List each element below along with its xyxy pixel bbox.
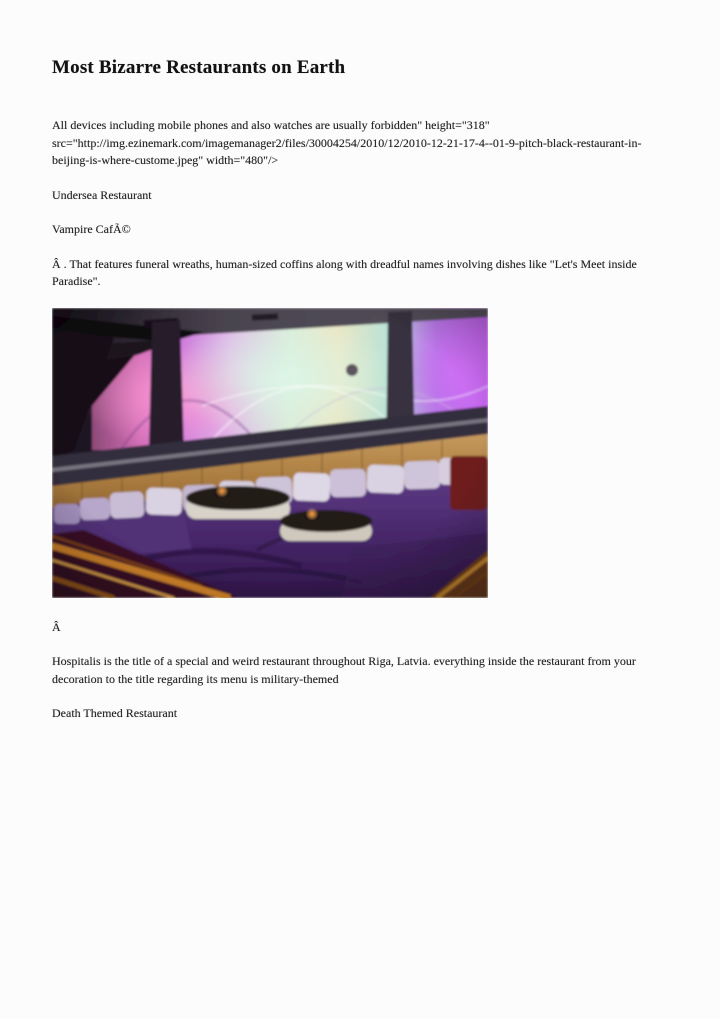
restaurant-photo-illustration bbox=[52, 308, 488, 598]
paragraph-vampire-cafe: Vampire CafÃ© bbox=[52, 222, 131, 236]
paragraph-image-markup: All devices including mobile phones and also watches are usually forbidden" height="318" src="http://img.ezinemark.com/imagemanager2/files/30004254/2010/12/2010-12-21-17-4--01-9-pitch-black-restaurant-in-beijing-is-where-custome.jpeg" width="480"/> bbox=[52, 118, 642, 167]
paragraph-hospitalis: Hospitalis is the title of a special and weird restaurant throughout Riga, Latvia. everything inside the restaurant from your decoration to the title regarding its menu is military-themed bbox=[52, 654, 636, 686]
page-title: Most Bizarre Restaurants on Earth bbox=[52, 57, 346, 78]
photo-vignette bbox=[52, 308, 488, 598]
paragraph-death-themed: Death Themed Restaurant bbox=[52, 706, 178, 720]
restaurant-photo bbox=[52, 308, 488, 598]
paragraph-nbsp-artifact: Â bbox=[52, 619, 61, 634]
article-content bbox=[52, 0, 672, 740]
paragraph-vampire-description: Â . That features funeral wreaths, human-sized coffins along with dreadful names involving dishes like "Let's Meet inside Paradise". bbox=[52, 256, 637, 288]
paragraph-undersea-restaurant: Undersea Restaurant bbox=[52, 187, 152, 202]
